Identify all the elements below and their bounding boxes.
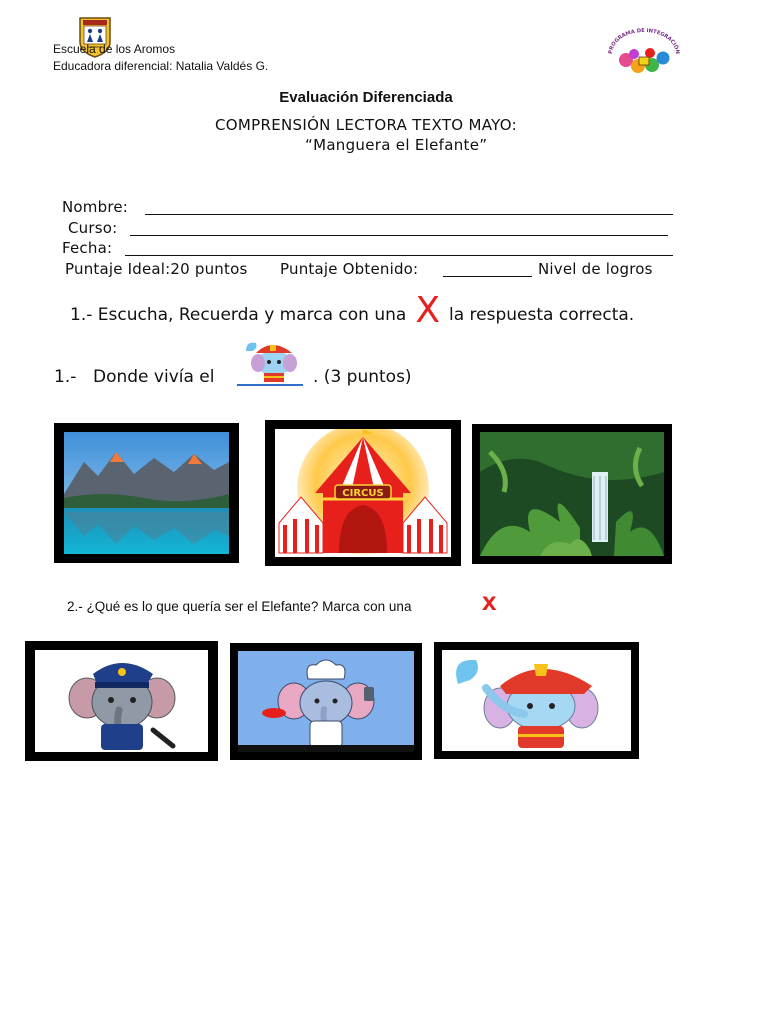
firefighter-elephant-image [442, 650, 631, 751]
question-2-text: 2.- ¿Qué es lo que quería ser el Elefante? Marca con una [67, 599, 412, 614]
name-line[interactable] [145, 214, 673, 215]
school-name: Escuela de los Aromos [53, 42, 176, 56]
police-elephant-image [35, 650, 208, 752]
option-chef-elephant[interactable] [230, 643, 422, 760]
instructions [70, 290, 635, 331]
svg-text:CIRCUS: CIRCUS [342, 488, 384, 499]
score-ideal: Puntaje Ideal:20 puntos [65, 260, 248, 278]
option-police-elephant[interactable] [25, 641, 218, 761]
mountain-lake-image [64, 432, 229, 554]
teacher-name: Educadora diferencial: Natalia Valdés G. [53, 59, 269, 73]
score-obtained-label: Puntaje Obtenido: [280, 260, 419, 278]
option-firefighter-elephant[interactable] [434, 642, 639, 759]
instructions-after: la respuesta correcta. [449, 305, 635, 325]
date-label: Fecha: [62, 239, 113, 257]
comprehension-title: COMPRENSIÓN LECTORA TEXTO MAYO: [215, 116, 517, 134]
elephant-firefighter-icon [244, 337, 300, 383]
option-mountain-lake[interactable] [54, 423, 239, 563]
answer-blank[interactable] [237, 384, 303, 386]
course-label: Curso: [68, 219, 118, 237]
score-obtained-line[interactable] [443, 276, 532, 277]
question-1-points: . (3 puntos) [313, 367, 412, 387]
option-jungle-waterfall[interactable] [472, 424, 672, 564]
option-circus[interactable] [265, 420, 461, 566]
question-1-text: Donde vivía el [93, 367, 215, 387]
red-x-mark: X [415, 290, 441, 331]
circus-image [275, 429, 451, 557]
course-line[interactable] [130, 235, 668, 236]
red-x-mark-small: x [482, 586, 497, 616]
evaluation-title: Evaluación Diferenciada [279, 89, 453, 106]
svg-text:PROGRAMA DE INTEGRACIÓN ESCOLA: PROGRAMA DE INTEGRACIÓN [607, 28, 681, 55]
jungle-image [480, 432, 664, 556]
question-1-number: 1.- [54, 367, 77, 387]
date-line[interactable] [125, 255, 673, 256]
story-title: “Manguera el Elefante” [305, 136, 488, 154]
achievement-label: Nivel de logros [538, 260, 653, 278]
pie-logo [606, 28, 682, 80]
instructions-before: 1.- Escucha, Recuerda y marca con una [70, 305, 407, 325]
name-label: Nombre: [62, 198, 129, 216]
chef-elephant-image [238, 651, 414, 752]
